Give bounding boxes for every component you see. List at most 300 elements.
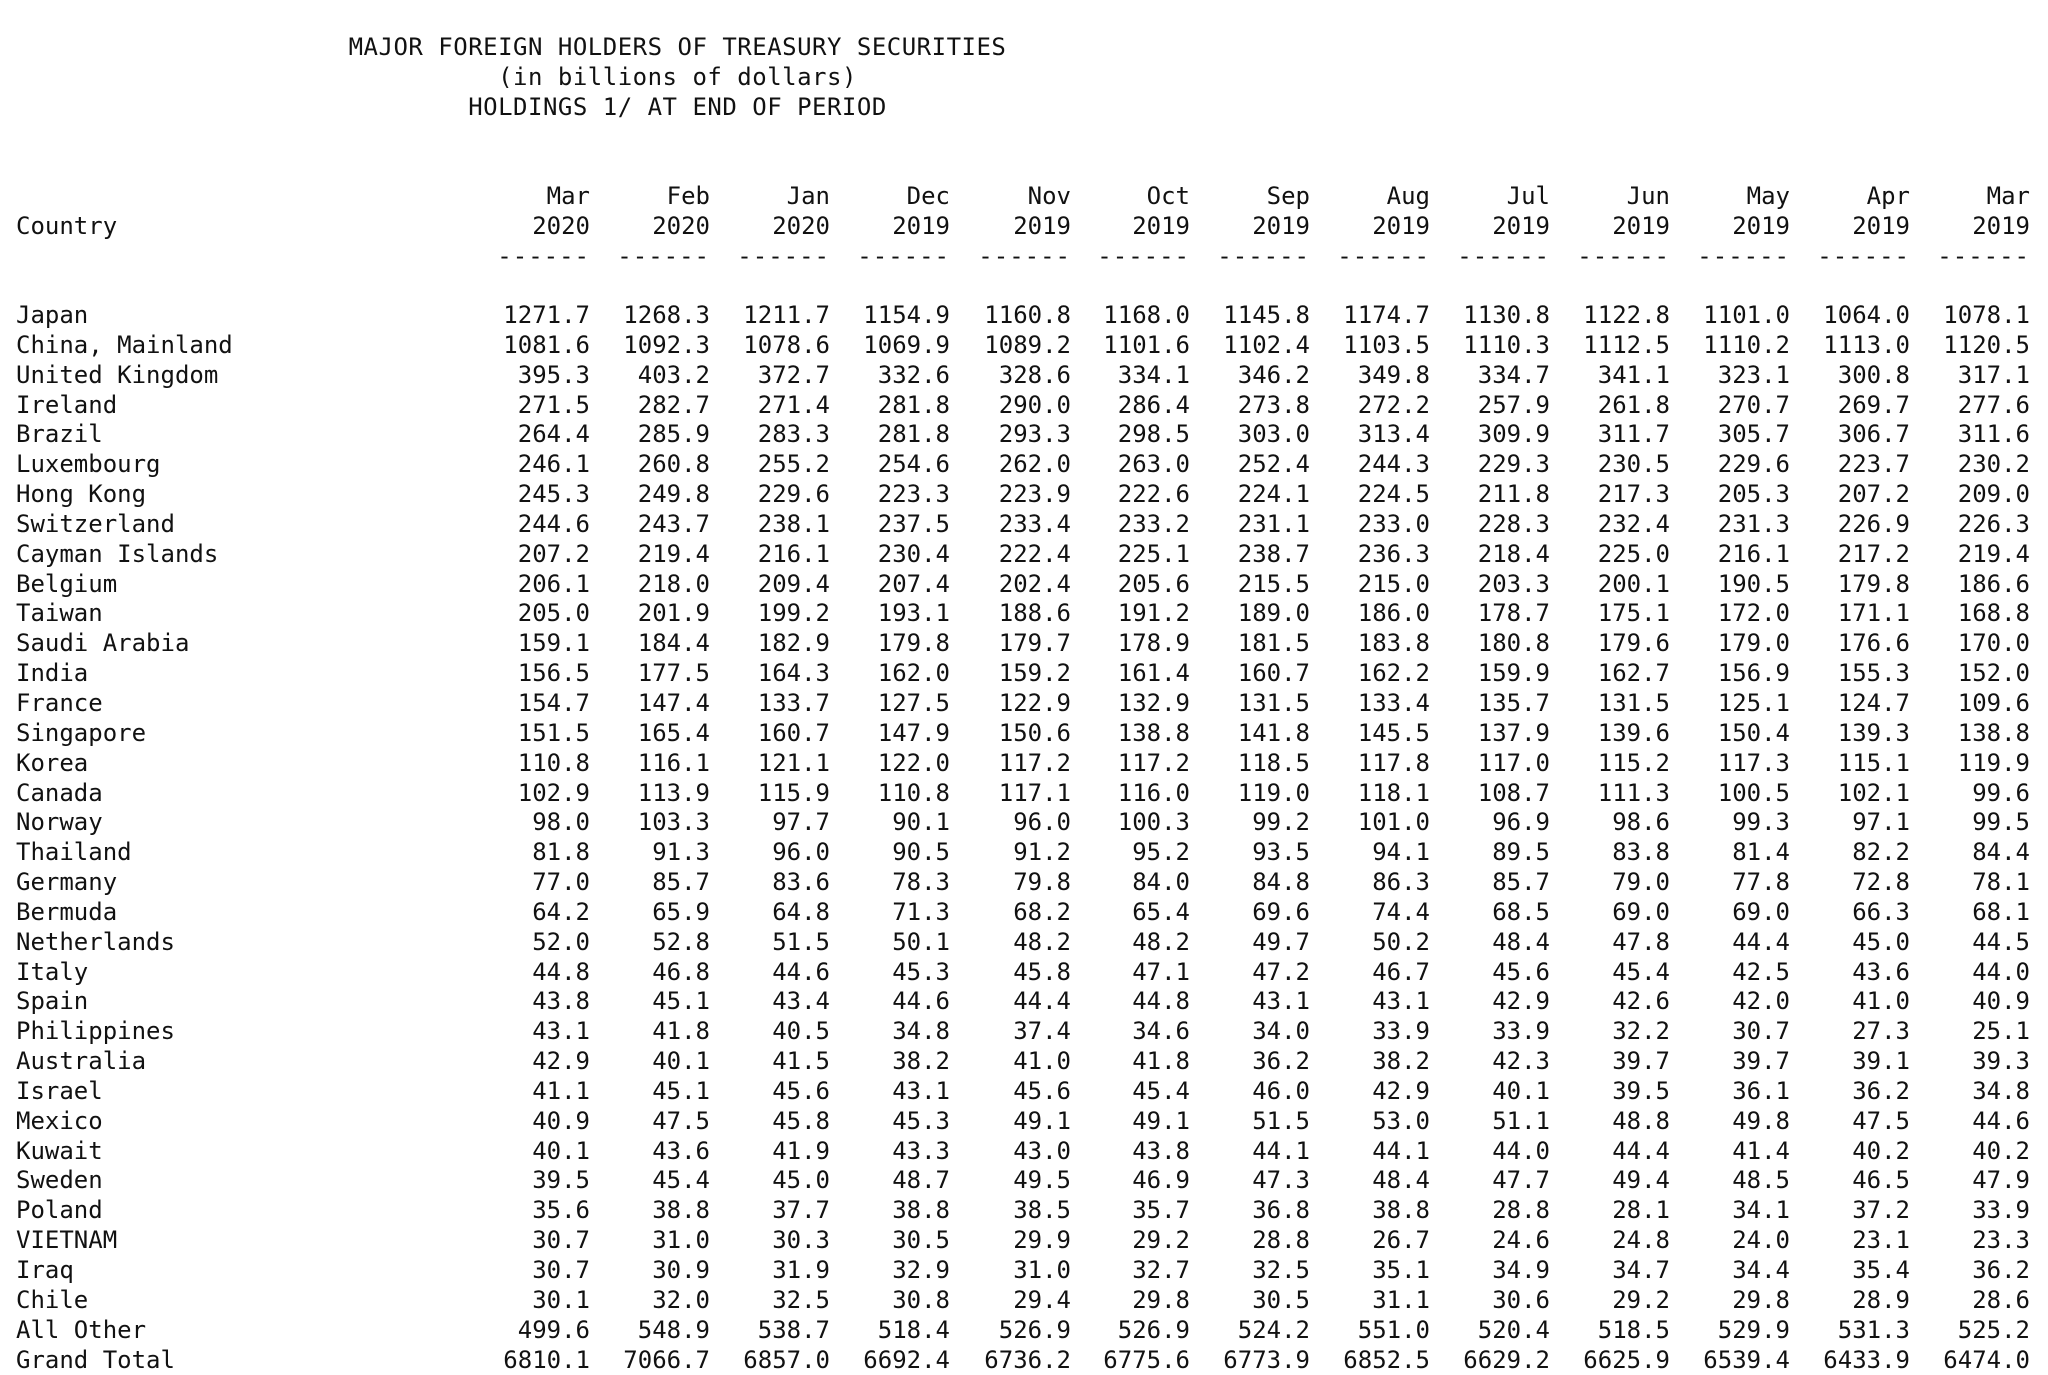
table-cell: 131.5	[1237, 688, 1310, 717]
table-cell: 90.5	[892, 838, 950, 867]
table-cell: 233.0	[1357, 509, 1430, 538]
column-header-year: 2019	[1612, 212, 1670, 240]
table-cell: 40.9	[532, 1106, 590, 1135]
column-header-month: Nov	[1027, 182, 1071, 210]
table-cell: 131.5	[1597, 688, 1670, 717]
table-cell: 178.7	[1477, 599, 1550, 628]
table-cell: 224.5	[1357, 480, 1430, 509]
table-cell: 99.5	[1972, 808, 2030, 837]
table-cell: 49.1	[1132, 1106, 1190, 1135]
table-cell: 232.4	[1597, 509, 1670, 538]
table-cell: 230.4	[877, 539, 950, 568]
column-header-underline: ------	[1457, 242, 1550, 270]
table-cell: 6852.5	[1343, 1345, 1430, 1374]
table-cell: 35.7	[1132, 1196, 1190, 1225]
column-header	[730, 181, 830, 271]
table-cell: 30.3	[772, 1226, 830, 1255]
table-cell: 31.9	[772, 1256, 830, 1284]
table-cell: 518.4	[877, 1315, 950, 1344]
table-row	[0, 1165, 2048, 1195]
table-cell: 43.0	[1013, 1136, 1071, 1165]
table-cell: 44.4	[1013, 987, 1071, 1016]
table-cell: 155.3	[1837, 659, 1910, 688]
table-cell: 30.8	[892, 1285, 950, 1314]
table-cell: 101.0	[1357, 808, 1430, 837]
table-cell: 108.7	[1477, 778, 1550, 807]
table-cell: 74.4	[1372, 897, 1430, 926]
table-cell: 225.0	[1597, 539, 1670, 568]
column-header	[1570, 181, 1670, 271]
table-cell: 205.3	[1717, 480, 1790, 509]
table-cell: 230.5	[1597, 450, 1670, 479]
table-cell: 233.2	[1117, 509, 1190, 538]
column-header	[1930, 181, 2030, 271]
table-cell: 132.9	[1117, 688, 1190, 717]
table-cell: 24.6	[1492, 1226, 1550, 1255]
table-cell: 156.5	[517, 659, 590, 688]
table-cell: 110.8	[877, 778, 950, 807]
table-cell: 179.8	[877, 629, 950, 658]
table-cell: 349.8	[1357, 360, 1430, 389]
table-cell: 82.2	[1852, 838, 1910, 867]
table-cell: 103.3	[637, 808, 710, 837]
table-cell: 520.4	[1477, 1315, 1550, 1344]
table-cell: 283.3	[757, 420, 830, 449]
table-cell: 64.8	[772, 897, 830, 926]
table-cell: 79.8	[1013, 868, 1071, 897]
table-cell: 32.0	[652, 1285, 710, 1314]
table-cell: 189.0	[1237, 599, 1310, 628]
table-row	[0, 1136, 2048, 1166]
table-cell: 118.5	[1237, 748, 1310, 777]
table-cell: 40.5	[772, 1017, 830, 1046]
table-cell: 85.7	[652, 868, 710, 897]
table-cell: 1101.0	[1703, 301, 1790, 329]
country-name: Canada	[16, 778, 103, 807]
table-cell: 46.0	[1252, 1076, 1310, 1105]
table-cell: 1271.7	[503, 301, 590, 329]
country-name: Netherlands	[16, 927, 175, 956]
table-cell: 36.8	[1252, 1196, 1310, 1225]
table-cell: 1120.5	[1943, 330, 2030, 359]
column-header-underline: ------	[617, 242, 710, 270]
table-cell: 96.9	[1492, 808, 1550, 837]
table-cell: 290.0	[998, 390, 1071, 419]
country-name: Singapore	[16, 718, 147, 747]
table-cell: 293.3	[998, 420, 1071, 449]
table-cell: 244.6	[517, 509, 590, 538]
table-cell: 133.4	[1357, 688, 1430, 717]
table-cell: 219.4	[637, 539, 710, 568]
table-cell: 37.4	[1013, 1017, 1071, 1046]
column-header-month: Feb	[666, 182, 710, 210]
table-cell: 47.1	[1132, 957, 1190, 986]
table-cell: 117.3	[1717, 748, 1790, 777]
table-cell: 42.0	[1732, 987, 1790, 1016]
table-cell: 91.3	[652, 838, 710, 867]
country-name: Norway	[16, 808, 103, 837]
table-cell: 40.1	[1492, 1076, 1550, 1105]
table-cell: 219.4	[1957, 539, 2030, 568]
column-header-year: 2020	[652, 212, 710, 240]
table-cell: 328.6	[998, 360, 1071, 389]
table-cell: 117.1	[998, 778, 1071, 807]
table-cell: 499.6	[517, 1315, 590, 1344]
table-cell: 47.2	[1252, 957, 1310, 986]
country-name: Ireland	[16, 390, 118, 419]
table-cell: 48.4	[1372, 1166, 1430, 1195]
table-cell: 162.2	[1357, 659, 1430, 688]
country-name: All Other	[16, 1315, 147, 1344]
table-cell: 36.2	[1252, 1047, 1310, 1076]
table-cell: 223.3	[877, 480, 950, 509]
column-header-year: 2019	[1732, 212, 1790, 240]
table-cell: 245.3	[517, 480, 590, 509]
title-block	[0, 32, 1355, 122]
table-cell: 6539.4	[1703, 1345, 1790, 1374]
table-cell: 6433.9	[1823, 1345, 1910, 1374]
table-cell: 156.9	[1717, 659, 1790, 688]
table-cell: 23.3	[1972, 1226, 2030, 1255]
table-cell: 151.5	[517, 718, 590, 747]
table-cell: 33.9	[1492, 1017, 1550, 1046]
table-cell: 1268.3	[623, 301, 710, 329]
table-cell: 33.9	[1972, 1196, 2030, 1225]
table-cell: 334.7	[1477, 360, 1550, 389]
table-cell: 218.4	[1477, 539, 1550, 568]
column-header-month: Jun	[1626, 182, 1670, 210]
table-cell: 6810.1	[503, 1345, 590, 1374]
column-header-year: 2019	[1492, 212, 1550, 240]
table-cell: 216.1	[1717, 539, 1790, 568]
table-cell: 42.9	[1492, 987, 1550, 1016]
table-cell: 311.7	[1597, 420, 1670, 449]
table-cell: 102.1	[1837, 778, 1910, 807]
table-row	[0, 330, 2048, 360]
table-cell: 50.2	[1372, 927, 1430, 956]
table-cell: 238.7	[1237, 539, 1310, 568]
column-header-month: Mar	[1986, 182, 2030, 210]
table-cell: 261.8	[1597, 390, 1670, 419]
table-cell: 45.6	[1013, 1076, 1071, 1105]
table-cell: 38.8	[1372, 1196, 1430, 1225]
table-cell: 30.5	[892, 1226, 950, 1255]
table-cell: 95.2	[1132, 838, 1190, 867]
table-cell: 332.6	[877, 360, 950, 389]
table-cell: 29.4	[1013, 1285, 1071, 1314]
table-cell: 99.3	[1732, 808, 1790, 837]
table-cell: 45.8	[1013, 957, 1071, 986]
table-cell: 32.7	[1132, 1256, 1190, 1284]
table-cell: 28.9	[1852, 1285, 1910, 1314]
table-row	[0, 1255, 2048, 1285]
table-cell: 41.8	[652, 1017, 710, 1046]
table-cell: 48.8	[1612, 1106, 1670, 1135]
table-cell: 115.1	[1837, 748, 1910, 777]
table-cell: 45.0	[772, 1166, 830, 1195]
table-row	[0, 539, 2048, 569]
table-cell: 35.6	[532, 1196, 590, 1225]
column-header-underline: ------	[857, 242, 950, 270]
table-cell: 97.1	[1852, 808, 1910, 837]
table-cell: 30.7	[532, 1256, 590, 1284]
table-cell: 41.5	[772, 1047, 830, 1076]
table-cell: 42.3	[1492, 1047, 1550, 1076]
table-cell: 52.8	[652, 927, 710, 956]
table-row	[0, 628, 2048, 658]
table-row	[0, 1195, 2048, 1225]
table-cell: 109.6	[1957, 688, 2030, 717]
table-row	[0, 360, 2048, 390]
table-cell: 78.1	[1972, 868, 2030, 897]
column-header-month: Mar	[546, 182, 590, 210]
table-cell: 119.0	[1237, 778, 1310, 807]
table-cell: 36.1	[1732, 1076, 1790, 1105]
table-cell: 118.1	[1357, 778, 1430, 807]
table-cell: 238.1	[757, 509, 830, 538]
table-cell: 43.1	[1252, 987, 1310, 1016]
table-cell: 184.4	[637, 629, 710, 658]
table-cell: 45.4	[1132, 1076, 1190, 1105]
table-cell: 69.0	[1732, 897, 1790, 926]
country-name: Switzerland	[16, 509, 175, 538]
column-header-year: 2020	[532, 212, 590, 240]
table-cell: 116.1	[637, 748, 710, 777]
table-cell: 43.6	[652, 1136, 710, 1165]
table-cell: 44.4	[1612, 1136, 1670, 1165]
table-cell: 48.2	[1013, 927, 1071, 956]
table-cell: 273.8	[1237, 390, 1310, 419]
table-cell: 34.4	[1732, 1256, 1790, 1284]
table-cell: 115.9	[757, 778, 830, 807]
table-row	[0, 449, 2048, 479]
table-cell: 1064.0	[1823, 301, 1910, 329]
table-cell: 281.8	[877, 420, 950, 449]
table-cell: 44.0	[1492, 1136, 1550, 1165]
column-header-underline: ------	[1697, 242, 1790, 270]
table-cell: 145.5	[1357, 718, 1430, 747]
table-cell: 94.1	[1372, 838, 1430, 867]
table-cell: 33.9	[1372, 1017, 1430, 1046]
table-cell: 29.2	[1132, 1226, 1190, 1255]
table-cell: 171.1	[1837, 599, 1910, 628]
table-cell: 65.9	[652, 897, 710, 926]
table-cell: 45.4	[652, 1166, 710, 1195]
table-cell: 139.3	[1837, 718, 1910, 747]
table-cell: 51.1	[1492, 1106, 1550, 1135]
table-cell: 6736.2	[984, 1345, 1071, 1374]
table-cell: 203.3	[1477, 569, 1550, 598]
table-cell: 277.6	[1957, 390, 2030, 419]
table-cell: 34.1	[1732, 1196, 1790, 1225]
table-cell: 47.5	[652, 1106, 710, 1135]
table-cell: 90.1	[892, 808, 950, 837]
country-name: Philippines	[16, 1017, 175, 1046]
table-cell: 228.3	[1477, 509, 1550, 538]
column-header-year: 2019	[1372, 212, 1430, 240]
table-cell: 84.8	[1252, 868, 1310, 897]
column-header-year: 2019	[1852, 212, 1910, 240]
table-cell: 217.3	[1597, 480, 1670, 509]
column-header	[1210, 181, 1310, 271]
table-cell: 43.6	[1852, 957, 1910, 986]
table-cell: 117.2	[998, 748, 1071, 777]
table-cell: 237.5	[877, 509, 950, 538]
column-header-year: 2019	[1013, 212, 1071, 240]
table-cell: 42.6	[1612, 987, 1670, 1016]
table-cell: 28.8	[1492, 1196, 1550, 1225]
table-cell: 263.0	[1117, 450, 1190, 479]
column-header-underline: ------	[1817, 242, 1910, 270]
country-name: Japan	[16, 301, 89, 329]
table-cell: 96.0	[1013, 808, 1071, 837]
table-cell: 102.9	[517, 778, 590, 807]
table-cell: 31.0	[652, 1226, 710, 1255]
table-cell: 69.6	[1252, 897, 1310, 926]
column-header-month: May	[1746, 182, 1790, 210]
table-cell: 38.8	[892, 1196, 950, 1225]
table-cell: 44.6	[772, 957, 830, 986]
table-cell: 29.2	[1612, 1285, 1670, 1314]
table-cell: 6474.0	[1943, 1345, 2030, 1374]
table-cell: 117.0	[1477, 748, 1550, 777]
table-cell: 29.9	[1013, 1226, 1071, 1255]
table-cell: 127.5	[877, 688, 950, 717]
table-cell: 529.9	[1717, 1315, 1790, 1344]
table-cell: 34.7	[1612, 1256, 1670, 1284]
table-row	[0, 718, 2048, 748]
table-cell: 45.4	[1612, 957, 1670, 986]
table-cell: 40.9	[1972, 987, 2030, 1016]
table-cell: 1145.8	[1223, 301, 1310, 329]
table-cell: 1092.3	[623, 330, 710, 359]
table-cell: 40.1	[532, 1136, 590, 1165]
table-cell: 43.8	[1132, 1136, 1190, 1165]
table-row	[0, 748, 2048, 778]
table-cell: 77.8	[1732, 868, 1790, 897]
table-cell: 100.3	[1117, 808, 1190, 837]
table-cell: 45.3	[892, 957, 950, 986]
table-cell: 246.1	[517, 450, 590, 479]
table-cell: 159.9	[1477, 659, 1550, 688]
table-cell: 323.1	[1717, 360, 1790, 389]
table-cell: 100.5	[1717, 778, 1790, 807]
table-cell: 281.8	[877, 390, 950, 419]
table-cell: 125.1	[1717, 688, 1790, 717]
table-cell: 43.8	[532, 987, 590, 1016]
table-cell: 68.5	[1492, 897, 1550, 926]
table-cell: 272.2	[1357, 390, 1430, 419]
country-name: Korea	[16, 748, 89, 777]
title-line-3: HOLDINGS 1/ AT END OF PERIOD	[468, 93, 887, 121]
table-cell: 172.0	[1717, 599, 1790, 628]
table-cell: 96.0	[772, 838, 830, 867]
table-cell: 27.3	[1852, 1017, 1910, 1046]
table-cell: 39.7	[1732, 1047, 1790, 1076]
table-cell: 44.0	[1972, 957, 2030, 986]
table-cell: 43.1	[532, 1017, 590, 1046]
table-cell: 47.9	[1972, 1166, 2030, 1195]
table-cell: 39.3	[1972, 1047, 2030, 1076]
table-cell: 229.3	[1477, 450, 1550, 479]
table-cell: 216.1	[757, 539, 830, 568]
table-cell: 230.2	[1957, 450, 2030, 479]
column-header	[1690, 181, 1790, 271]
column-header-underline: ------	[978, 242, 1071, 270]
table-cell: 99.6	[1972, 778, 2030, 807]
table-cell: 207.2	[517, 539, 590, 568]
table-cell: 341.1	[1597, 360, 1670, 389]
table-row	[0, 927, 2048, 957]
country-name: Germany	[16, 868, 118, 897]
title-line-2: (in billions of dollars)	[498, 63, 857, 91]
column-header-underline: ------	[1937, 242, 2030, 270]
table-row	[0, 1106, 2048, 1136]
table-row	[0, 569, 2048, 599]
table-cell: 29.8	[1732, 1285, 1790, 1314]
table-row	[0, 837, 2048, 867]
table-cell: 346.2	[1237, 360, 1310, 389]
country-name: China, Mainland	[16, 330, 233, 359]
table-cell: 64.2	[532, 897, 590, 926]
country-name: Kuwait	[16, 1136, 103, 1165]
table-row	[0, 300, 2048, 330]
table-cell: 68.2	[1013, 897, 1071, 926]
table-cell: 137.9	[1477, 718, 1550, 747]
column-header-month: Dec	[906, 182, 950, 210]
table-cell: 30.6	[1492, 1285, 1550, 1314]
table-cell: 98.6	[1612, 808, 1670, 837]
table-cell: 231.1	[1237, 509, 1310, 538]
table-cell: 7066.7	[623, 1345, 710, 1374]
table-cell: 50.1	[892, 927, 950, 956]
table-cell: 179.6	[1597, 629, 1670, 658]
table-cell: 205.6	[1117, 569, 1190, 598]
table-cell: 222.6	[1117, 480, 1190, 509]
table-cell: 269.7	[1837, 390, 1910, 419]
country-name: Hong Kong	[16, 480, 147, 509]
table-cell: 226.9	[1837, 509, 1910, 538]
column-header-underline: ------	[737, 242, 830, 270]
column-header-underline: ------	[1337, 242, 1430, 270]
table-cell: 41.0	[1013, 1047, 1071, 1076]
table-cell: 97.7	[772, 808, 830, 837]
country-name: Belgium	[16, 569, 118, 598]
table-row	[0, 1076, 2048, 1106]
column-header-month: Apr	[1866, 182, 1910, 210]
table-cell: 81.4	[1732, 838, 1790, 867]
table-cell: 1089.2	[984, 330, 1071, 359]
table-cell: 66.3	[1852, 897, 1910, 926]
table-cell: 43.1	[1372, 987, 1430, 1016]
table-cell: 46.5	[1852, 1166, 1910, 1195]
table-cell: 1113.0	[1823, 330, 1910, 359]
country-name: Israel	[16, 1076, 103, 1105]
table-cell: 183.8	[1357, 629, 1430, 658]
table-cell: 317.1	[1957, 360, 2030, 389]
table-cell: 40.1	[652, 1047, 710, 1076]
table-cell: 193.1	[877, 599, 950, 628]
table-cell: 270.7	[1717, 390, 1790, 419]
table-cell: 39.5	[532, 1166, 590, 1195]
table-cell: 303.0	[1237, 420, 1310, 449]
table-cell: 551.0	[1357, 1315, 1430, 1344]
table-cell: 30.9	[652, 1256, 710, 1284]
country-name: VIETNAM	[16, 1226, 118, 1255]
table-cell: 147.9	[877, 718, 950, 747]
table-cell: 179.8	[1837, 569, 1910, 598]
table-cell: 52.0	[532, 927, 590, 956]
